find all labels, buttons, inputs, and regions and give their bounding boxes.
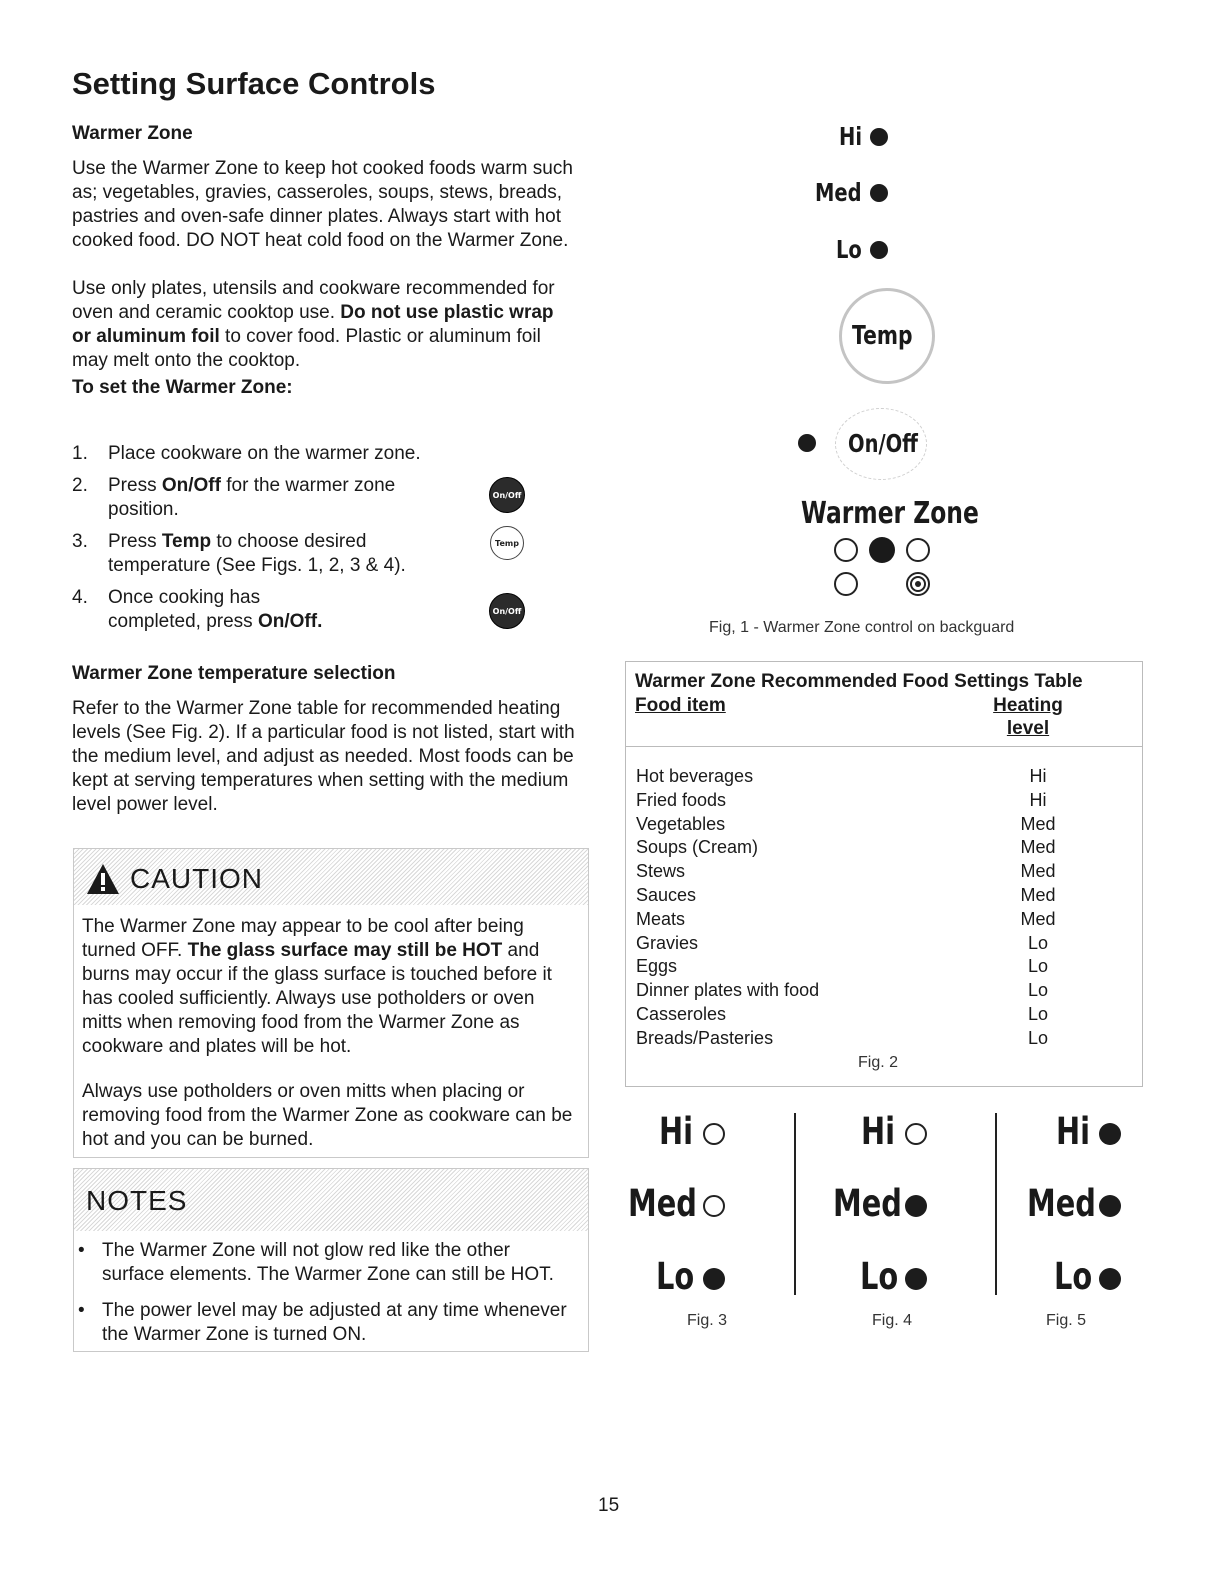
heating-level-cell: Hi — [1029, 789, 1047, 810]
set-warmer-zone-heading: To set the Warmer Zone: — [72, 377, 293, 398]
food-item-cell: Gravies — [636, 932, 699, 953]
warmer-zone-paragraph-1: Use the Warmer Zone to keep hot cooked foods warm such as; vegetables, gravies, casseroles, soups, stews, breads, pastries and oven-safe dinner plates. Always start with hot cooked food. DO NOT heat cold food on the Warmer Zone. — [72, 158, 573, 251]
food-item-cell: Stews — [636, 861, 686, 882]
hi-indicator-on-icon — [1099, 1123, 1121, 1145]
fig1-med-row — [815, 178, 875, 208]
hi-label-text: Hi — [659, 1110, 694, 1153]
lo-indicator-icon — [870, 241, 888, 259]
caution-text-start: The Warmer Zone may appear to be cool after being turned OFF. — [82, 916, 524, 961]
fig5-caption: Fig. 5 — [1046, 1312, 1087, 1329]
food-item-cell: Vegetables — [636, 813, 726, 834]
hi-label-text: Hi — [1056, 1110, 1091, 1153]
step-text-b: for the warmer zone position. — [108, 475, 396, 520]
step-text — [108, 442, 488, 466]
med-indicator-off-icon — [703, 1195, 725, 1217]
step-text-b: to choose desired temperature (See Figs. 1, 2, 3 & 4). — [108, 531, 406, 576]
bullet: • — [78, 1240, 85, 1261]
caution-box — [73, 848, 589, 1158]
med-indicator-on-icon — [905, 1195, 927, 1217]
warmer-zone-paragraph-2 — [72, 277, 572, 373]
food-item-cell: Casseroles — [636, 1004, 727, 1024]
fig4-lo-label — [860, 1255, 909, 1298]
food-item-cell: Soups (Cream) — [636, 837, 759, 858]
food-item-cell: Eggs — [636, 956, 678, 977]
lo-label-text: Lo — [1054, 1255, 1093, 1298]
food-item-cell: Meats — [636, 908, 686, 929]
divider — [794, 1113, 796, 1295]
onoff-indicator-icon — [798, 434, 816, 452]
fig3-caption: Fig. 3 — [687, 1312, 728, 1329]
fig3-lo-label — [656, 1255, 705, 1298]
caution-label: CAUTION — [130, 863, 263, 894]
notes-box — [73, 1168, 589, 1352]
step-number: 2. — [72, 475, 88, 496]
heating-level-cell: Lo — [1027, 1027, 1049, 1048]
med-indicator-icon — [870, 184, 888, 202]
heating-level-cell: Med — [1020, 813, 1056, 834]
temp-button-label: Temp — [852, 321, 913, 351]
step-text-bold: On/Off — [161, 475, 221, 496]
warmer-zone-heading: Warmer Zone — [72, 123, 193, 144]
caution-text-bold: The glass surface may still be HOT — [187, 940, 503, 961]
warning-icon — [86, 863, 120, 895]
caution-text-end: and burns may occur if the glass surface is touched before it has cooled sufficiently. Always use potholders or oven mitts when removing food from the Warmer Zone as cookware and plates will be hot. — [82, 940, 552, 1057]
caution-paragraph-1 — [82, 915, 578, 1059]
table-title: Warmer Zone Recommended Food Settings Table — [635, 671, 1083, 692]
step-text-a: Place cookware on the warmer zone. — [108, 443, 421, 464]
col-heating-level-1: Heating — [993, 695, 1063, 716]
divider — [995, 1113, 997, 1295]
fig5-hi-label — [1056, 1110, 1100, 1153]
heating-level-cell: Lo — [1027, 956, 1049, 977]
onoff-button[interactable] — [835, 408, 927, 480]
temperature-selection-heading: Warmer Zone temperature selection — [72, 663, 396, 684]
fig3-hi-label — [659, 1110, 703, 1153]
fig2-caption: Fig. 2 — [858, 1054, 899, 1071]
hi-label-text: Hi — [861, 1110, 896, 1153]
hi-indicator-icon — [870, 128, 888, 146]
p2-text-bold: Do not use plastic wrap or aluminum foil — [72, 302, 554, 347]
fig1-caption: Fig, 1 - Warmer Zone control on backguard — [709, 619, 1015, 636]
step-number: 1. — [72, 443, 88, 464]
hi-indicator-off-icon — [905, 1123, 927, 1145]
col-heating-level-2: level — [1006, 718, 1050, 739]
fig1-hi-label: Hi — [839, 122, 863, 151]
fig1-zone-title — [801, 496, 1029, 531]
fig1-lo-row — [836, 235, 869, 265]
hi-indicator-off-icon — [703, 1123, 725, 1145]
heating-level-cell: Lo — [1027, 1004, 1049, 1024]
bullet: • — [78, 1300, 85, 1321]
heating-level-cell: Med — [1020, 885, 1056, 905]
notes-header — [74, 1169, 588, 1231]
heating-level-cell: Med — [1020, 861, 1056, 882]
temp-button-icon: Temp — [490, 526, 524, 560]
med-label-text: Med — [628, 1182, 697, 1225]
food-item-cell: Dinner plates with food — [636, 980, 820, 1001]
onoff-button-icon: On/Off — [489, 477, 525, 513]
fig4-hi-label — [861, 1110, 905, 1153]
onoff-button-icon: On/Off — [489, 593, 525, 629]
fig4-caption: Fig. 4 — [872, 1312, 913, 1329]
temperature-selection-text: Refer to the Warmer Zone table for recommended heating levels (See Fig. 2). If a particular food is not listed, start with the medium level, and adjust as needed. Most foods can be kept at serving temperatures when setting with the medium level power level. — [72, 698, 575, 815]
heating-level-cell: Med — [1020, 837, 1056, 858]
step-number: 3. — [72, 531, 88, 552]
fig1-zone-label: Warmer Zone — [801, 496, 979, 531]
food-item-cell: Fried foods — [636, 789, 727, 810]
caution-paragraph-2: Always use potholders or oven mitts when placing or removing food from the Warmer Zone as cookware can be hot and you can be burned. — [82, 1081, 573, 1150]
fig1-hi-row — [839, 122, 869, 152]
med-indicator-on-icon — [1099, 1195, 1121, 1217]
lo-indicator-on-icon — [703, 1268, 725, 1290]
col-food-item: Food item — [635, 695, 726, 716]
fig5-lo-label — [1054, 1255, 1103, 1298]
heating-level-cell: Hi — [1029, 766, 1047, 786]
food-settings-table — [625, 661, 1143, 1087]
notes-item-text: The power level may be adjusted at any time whenever the Warmer Zone is turned ON. — [102, 1300, 567, 1345]
step-number: 4. — [72, 587, 88, 608]
step-text — [108, 474, 408, 522]
step-text-a: Once cooking has completed, press — [108, 587, 261, 632]
p2-text-start: Use only plates, utensils and cookware recommended for oven and ceramic cooktop use. — [72, 278, 555, 323]
heating-level-cell: Lo — [1027, 980, 1049, 1001]
med-label-text: Med — [1027, 1182, 1096, 1225]
food-item-cell: Sauces — [636, 885, 697, 905]
step-text-a: Press — [108, 475, 162, 496]
heating-level-cell: Lo — [1027, 932, 1049, 953]
warmer-zone-symbol-icon — [834, 534, 934, 603]
lo-indicator-on-icon — [905, 1268, 927, 1290]
lo-indicator-on-icon — [1099, 1268, 1121, 1290]
notes-label: NOTES — [86, 1185, 188, 1216]
step-text — [108, 530, 438, 578]
table-header — [626, 662, 1142, 747]
temp-button[interactable] — [839, 288, 935, 384]
step-text-a: Press — [108, 531, 162, 552]
p2-text-end: to cover food. Plastic or aluminum foil may melt onto the cooktop. — [72, 326, 541, 371]
onoff-button-label: On/Off — [848, 429, 918, 458]
heating-level-cell: Med — [1020, 908, 1056, 929]
med-label-text: Med — [833, 1182, 902, 1225]
page-number: 15 — [598, 1495, 620, 1516]
lo-label-text: Lo — [656, 1255, 695, 1298]
step-text-bold: On/Off. — [257, 611, 323, 632]
page-title: Setting Surface Controls — [72, 66, 436, 101]
step-text — [108, 586, 348, 634]
food-item-cell: Hot beverages — [636, 766, 754, 786]
fig1-med-label: Med — [815, 178, 862, 207]
food-item-cell: Breads/Pasteries — [636, 1027, 774, 1048]
lo-label-text: Lo — [860, 1255, 899, 1298]
fig1-lo-label: Lo — [836, 235, 862, 264]
notes-item-text: The Warmer Zone will not glow red like the other surface elements. The Warmer Zone can still be HOT. — [102, 1240, 554, 1285]
step-text-bold: Temp — [161, 531, 212, 552]
caution-header — [74, 849, 588, 905]
